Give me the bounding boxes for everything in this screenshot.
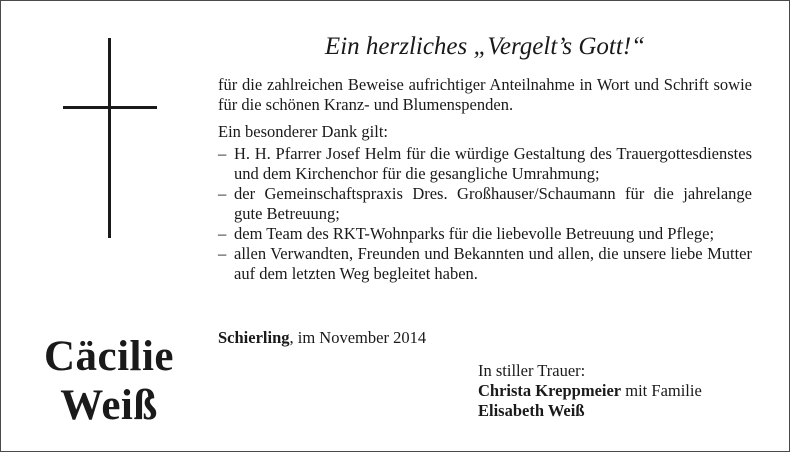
thanks-title: Ein besonderer Dank gilt:: [218, 122, 388, 141]
list-item-text: H. H. Pfarrer Josef Helm für die würdige Gestaltung des Trauergottesdienstes und dem Kirchenchor für die gesangliche Umrahmung;: [234, 144, 752, 183]
cross-symbol-horizontal: [63, 106, 157, 109]
deceased-last-name: Weiß: [60, 382, 158, 429]
list-item: [218, 144, 752, 184]
list-item: [218, 184, 752, 224]
list-item: [218, 224, 752, 244]
dash-marker: –: [218, 184, 227, 203]
notice-heading: Ein herzliches „Vergelt’s Gott!“: [324, 33, 646, 60]
signoff-mourner-2: Elisabeth Weiß: [478, 401, 585, 420]
signoff-mourner-1: [478, 381, 702, 401]
mourner-name: Christa Kreppmeier: [478, 381, 622, 400]
mourner-suffix: mit Familie: [621, 381, 702, 400]
cross-symbol-vertical: [108, 38, 111, 238]
signoff-block: [478, 361, 702, 421]
thanks-list: [218, 144, 752, 284]
place-date-line: [218, 328, 752, 348]
list-item: [218, 244, 752, 284]
dash-marker: –: [218, 144, 227, 163]
signoff-intro: In stiller Trauer:: [478, 361, 586, 380]
list-item-text: der Gemeinschaftspraxis Dres. Großhauser/Schaumann für die jahrelange gute Betreuung;: [234, 184, 752, 223]
deceased-first-name: Cäcilie: [43, 333, 175, 380]
place-name: Schierling: [218, 328, 290, 347]
list-item-text: dem Team des RKT-Wohnparks für die liebevolle Betreuung und Pflege;: [234, 224, 715, 243]
list-item-text: allen Verwandten, Freunden und Bekannten und allen, die unsere liebe Mutter auf dem letzten Weg begleitet haben.: [234, 244, 752, 283]
dash-marker: –: [218, 244, 227, 263]
date-text: , im November 2014: [289, 328, 427, 347]
dash-marker: –: [218, 224, 227, 243]
intro-paragraph: für die zahlreichen Beweise aufrichtiger Anteilnahme in Wort und Schrift sowie für die schönen Kranz- und Blumenspenden.: [218, 75, 752, 114]
